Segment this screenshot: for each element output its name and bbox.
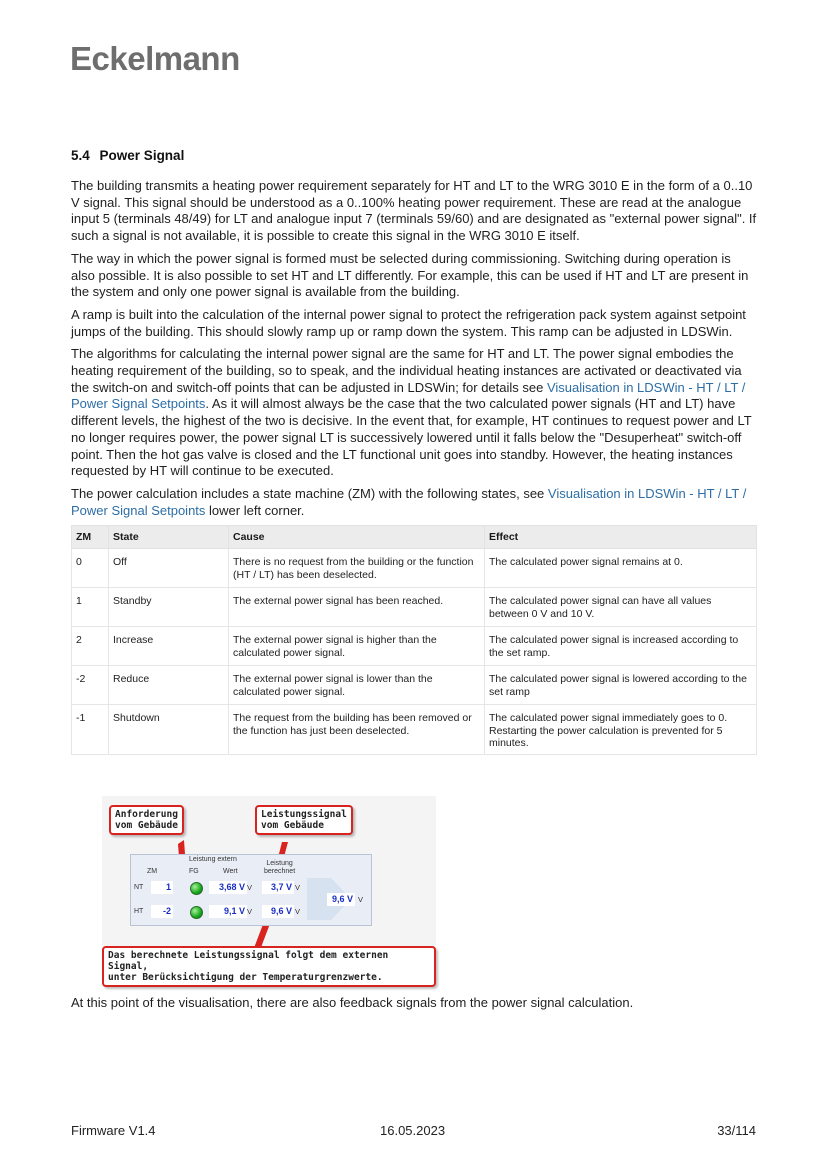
cell-state: Increase (109, 627, 229, 666)
callout-signal-line2: vom Gebäude (261, 820, 324, 831)
state-machine-table (71, 525, 757, 755)
paragraph-5-text-b: lower left corner. (205, 502, 305, 518)
result-value: 9,6 V (327, 893, 355, 906)
callout-request-line1: Anforderung (115, 809, 178, 820)
cell-state: Shutdown (109, 705, 229, 755)
label-zm: ZM (147, 868, 158, 875)
callout-bottom-line1: Das berechnete Leistungssignal folgt dem externen Signal, (108, 950, 389, 972)
cell-cause: The external power signal is higher than the calculated power signal. (229, 627, 485, 666)
visualisation-link-1[interactable]: Visualisation in LDSWin - HT / LT / Power Signal Setpoints (71, 379, 746, 412)
paragraph-1: The building transmits a heating power requirement separately for HT and LT to the WRG 3010 E in the form of a 0..10 V signal. This signal should be understood as a 0..100% heating power requirement. These are read at the analogue input 5 (terminals 48/49) for LT and analogue input 7 (terminals 59/60) and are designated as "external power signal". If such a signal is not available, it is possible to create this signal in the WRG 3010 E itself. (71, 178, 757, 244)
ht-enable-led-icon (190, 906, 203, 919)
table-header-row (72, 526, 757, 549)
cell-effect: The calculated power signal immediately goes to 0. Restarting the power calculation is prevented for 5 minutes. (485, 705, 757, 755)
ht-external-unit: V (247, 907, 253, 916)
cell-state: Off (109, 549, 229, 588)
label-fg: FG (189, 868, 199, 875)
label-external-power: Leistung extern (189, 856, 237, 863)
header-zm: ZM (72, 526, 109, 549)
cell-zm: 0 (72, 549, 109, 588)
callout-request-line2: vom Gebäude (115, 820, 178, 831)
nt-enable-led-icon (190, 882, 203, 895)
nt-calculated-value: 3,7 V (262, 881, 294, 894)
label-calculated-power (264, 860, 295, 876)
paragraph-5-text-a: The power calculation includes a state machine (ZM) with the following states, see (71, 485, 548, 501)
row-label-nt: NT (134, 884, 144, 891)
cell-cause: There is no request from the building or the function (HT / LT) has been deselected. (229, 549, 485, 588)
section-title: Power Signal (99, 148, 185, 163)
cell-cause: The request from the building has been removed or the function has just been deselected. (229, 705, 485, 755)
table-row (72, 705, 757, 755)
paragraph-4-text-a: The algorithms for calculating the internal power signal are the same for HT and LT. The power signal embodies the heating requirement of the building, so to speak, and the individual heating instances are activated or deactivated via the switch-on and switch-off points that can be adjusted in LDSWin; for details see (71, 346, 742, 395)
paragraph-2: The way in which the power signal is formed must be selected during commissioning. Switching during operation is also possible. It is also possible to set HT and LT differently. For example, this can be used if HT and LT are present in the system and only one power signal is available from the building. (71, 250, 749, 300)
ht-calculated-unit: V (295, 907, 301, 916)
nt-zm-value: 1 (151, 881, 173, 894)
label-calc-line1: Leistung (266, 860, 293, 867)
table-row (72, 549, 757, 588)
paragraph-4 (71, 346, 757, 480)
table-row (72, 588, 757, 627)
header-state: State (109, 526, 229, 549)
cell-effect: The calculated power signal remains at 0. (485, 549, 757, 588)
cell-effect: The calculated power signal can have all values between 0 V and 10 V. (485, 588, 757, 627)
cell-effect: The calculated power signal is increased according to the set ramp. (485, 627, 757, 666)
section-heading (71, 148, 757, 163)
footer-page-number: 33/114 (717, 1123, 756, 1138)
ht-zm-value: -2 (151, 905, 173, 918)
cell-zm: 1 (72, 588, 109, 627)
header-effect: Effect (485, 526, 757, 549)
cell-zm: -1 (72, 705, 109, 755)
callout-signal-line1: Leistungssignal (261, 809, 347, 820)
nt-external-value: 3,68 V (209, 881, 247, 894)
paragraph-3: A ramp is built into the calculation of the internal power signal to protect the refrigeration pack system against setpoint jumps of the building. This should slowly ramp up or ramp down the system. This ramp can be adjusted in LDSWin. (71, 306, 746, 339)
table-row (72, 627, 757, 666)
cell-cause: The external power signal has been reached. (229, 588, 485, 627)
callout-request (109, 805, 184, 835)
nt-external-unit: V (247, 883, 253, 892)
row-label-ht: HT (134, 908, 144, 915)
visualisation-link-2[interactable]: Visualisation in LDSWin - HT / LT / Power Signal Setpoints (71, 485, 747, 518)
power-signal-visualisation (102, 796, 436, 983)
cell-effect: The calculated power signal is lowered according to the set ramp (485, 666, 757, 705)
callout-bottom-line2: unter Berücksichtigung der Temperaturgrenzwerte. (108, 972, 383, 983)
label-value: Wert (223, 868, 238, 875)
cell-cause: The external power signal is lower than the calculated power signal. (229, 666, 485, 705)
footer-date: 16.05.2023 (380, 1123, 446, 1138)
footer-firmware: Firmware V1.4 (71, 1123, 156, 1138)
closing-paragraph: At this point of the visualisation, there are also feedback signals from the power signal calculation. (71, 995, 634, 1010)
section-number: 5.4 (71, 148, 90, 163)
ht-external-value: 9,1 V (209, 905, 247, 918)
cell-state: Reduce (109, 666, 229, 705)
paragraph-4-text-b: . As it will almost always be the case that the two calculated power signals (HT and LT) have different levels, the highest of the two is decisive. In the event that, for example, HT continues to request power and LT no longer requires power, the power signal LT is successively lowered until it falls below the "Desuperheat" switch-off point. Then the hot gas valve is closed and the LT functional unit goes into standby. However, the heating instances requested by HT will continue to be executed. (71, 396, 752, 479)
cell-state: Standby (109, 588, 229, 627)
table-row (72, 666, 757, 705)
callout-calculated-signal (102, 946, 436, 987)
callout-building-signal (255, 805, 353, 835)
section-content (71, 148, 757, 755)
result-unit: V (358, 895, 364, 904)
cell-zm: 2 (72, 627, 109, 666)
cell-zm: -2 (72, 666, 109, 705)
eckelmann-logo: Eckelmann (70, 40, 240, 77)
paragraph-5 (71, 486, 757, 519)
label-calc-line2: berechnet (264, 868, 296, 875)
power-panel (130, 854, 372, 926)
ht-calculated-value: 9,6 V (262, 905, 294, 918)
header-cause: Cause (229, 526, 485, 549)
nt-calculated-unit: V (295, 883, 301, 892)
